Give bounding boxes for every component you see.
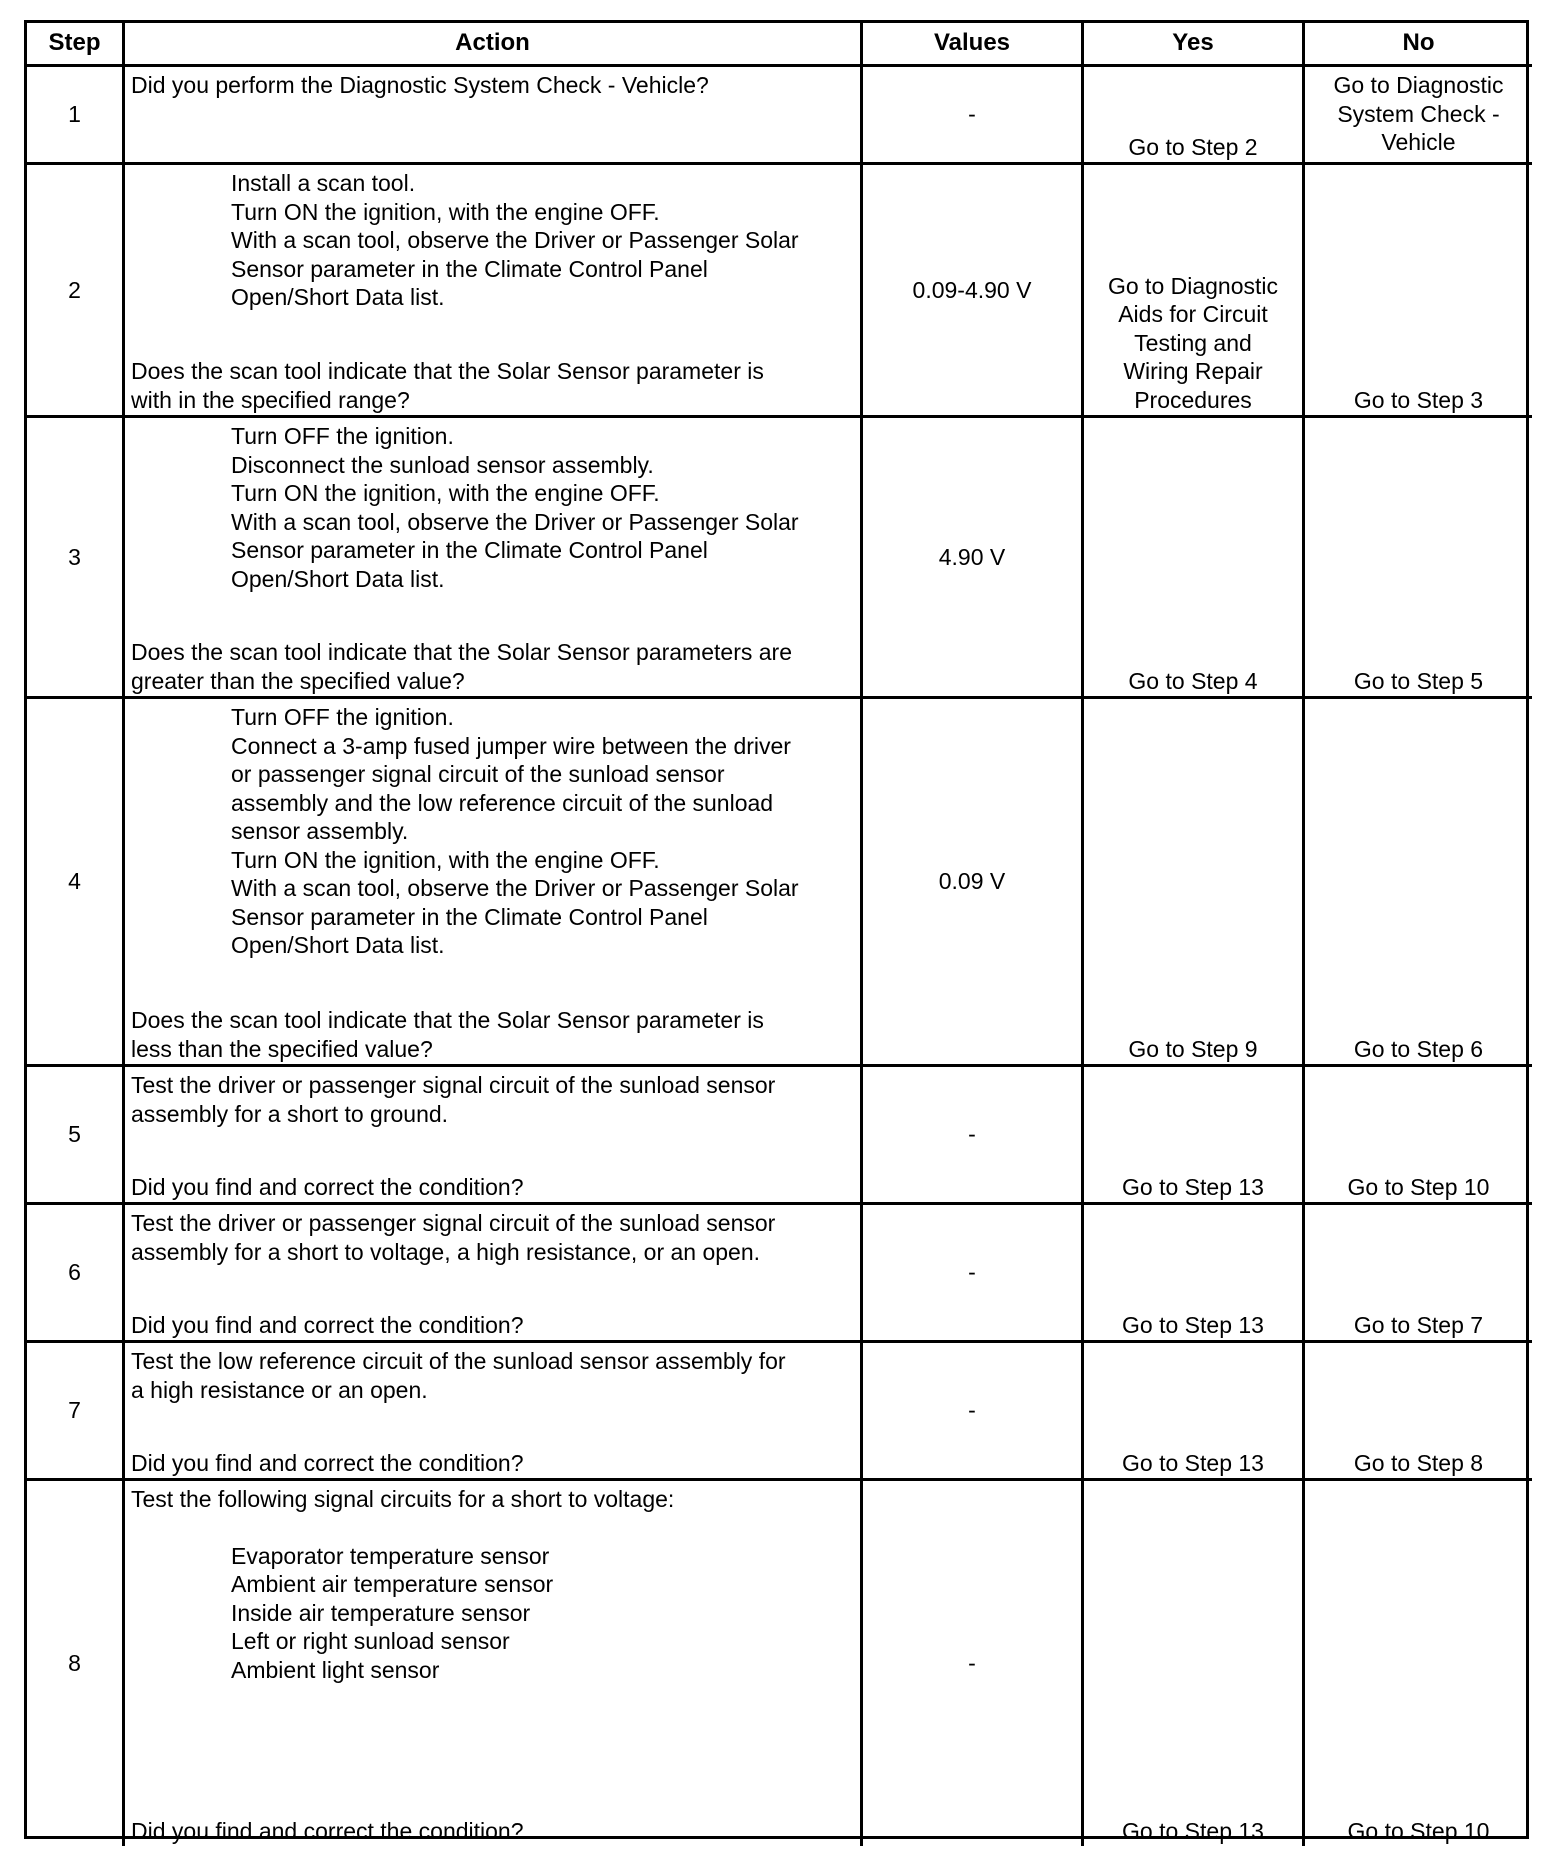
step-number: 6 — [27, 1205, 125, 1343]
instruction-line: assembly and the low reference circuit of the sunload — [231, 789, 774, 816]
yes-text: Go to Step 4 — [1128, 667, 1258, 694]
value-cell: - — [863, 1343, 1084, 1481]
instruction-line: With a scan tool, observe the Driver or Passenger Solar — [231, 227, 799, 253]
no-text: Go to Step 8 — [1353, 1449, 1484, 1476]
instruction-line: Sensor parameter in the Climate Control Panel — [231, 903, 708, 930]
action-line: Test the low reference circuit of the sunload sensor assembly for — [131, 1348, 786, 1374]
step-number: 5 — [27, 1067, 125, 1205]
circuit-list — [131, 1542, 854, 1685]
yes-text: Go to Step 13 — [1122, 1311, 1264, 1338]
instruction-line: With a scan tool, observe the Driver or Passenger Solar — [231, 875, 799, 901]
no-text: Go to Step 10 — [1347, 1173, 1490, 1200]
no-text: Go to Step 7 — [1353, 1311, 1484, 1338]
yes-cell — [1084, 1343, 1305, 1481]
no-text: Go to Step 6 — [1353, 1035, 1484, 1062]
question-text — [131, 638, 856, 695]
instruction-line: Connect a 3-amp fused jumper wire between the driver — [231, 732, 791, 759]
question-text — [131, 357, 856, 414]
circuit-item: Left or right sunload sensor — [231, 1628, 510, 1654]
step-number: 8 — [27, 1481, 125, 1846]
no-text: Go to Step 5 — [1353, 667, 1484, 694]
no-text: Go to Step 3 — [1353, 386, 1484, 413]
no-line: Vehicle — [1381, 129, 1456, 155]
question-line: with in the specified range? — [131, 386, 410, 413]
action-line: assembly for a short to ground. — [131, 1100, 449, 1127]
yes-text: Go to Step 13 — [1122, 1449, 1264, 1476]
no-cell — [1305, 1205, 1532, 1343]
yes-cell — [1084, 699, 1305, 1067]
value-cell: - — [863, 67, 1084, 165]
yes-text: Go to Step 13 — [1122, 1173, 1264, 1200]
step-number: 1 — [27, 67, 125, 165]
header-action: Action — [125, 23, 863, 67]
circuit-item: Inside air temperature sensor — [231, 1599, 531, 1626]
action-cell — [125, 67, 863, 165]
circuit-item: Ambient light sensor — [231, 1656, 440, 1683]
step-number: 2 — [27, 165, 125, 418]
yes-text: Go to Step 2 — [1128, 133, 1258, 160]
yes-text — [1084, 272, 1302, 415]
yes-line: Testing and — [1134, 329, 1252, 356]
no-text: Go to Step 10 — [1347, 1817, 1490, 1844]
yes-cell — [1084, 1067, 1305, 1205]
instruction-list — [131, 703, 854, 960]
action-line: Test the following signal circuits for a short to voltage: — [131, 1486, 675, 1512]
yes-line: Go to Diagnostic — [1107, 272, 1279, 299]
value-cell: 4.90 V — [863, 418, 1084, 699]
action-line: Test the driver or passenger signal circuit of the sunload sensor — [131, 1210, 776, 1236]
yes-text: Go to Step 9 — [1128, 1035, 1258, 1062]
instruction-line: Turn OFF the ignition. — [231, 704, 454, 730]
action-cell — [125, 418, 863, 699]
instruction-line: Open/Short Data list. — [231, 932, 445, 958]
question-text — [131, 1006, 856, 1063]
instruction-line: Install a scan tool. — [231, 170, 416, 196]
yes-cell — [1084, 67, 1305, 165]
instruction-list — [131, 169, 854, 312]
no-line: System Check - — [1337, 100, 1500, 127]
header-step: Step — [27, 23, 125, 67]
no-cell — [1305, 1481, 1532, 1846]
value-cell: 0.09 V — [863, 699, 1084, 1067]
question-line: greater than the specified value? — [131, 667, 465, 694]
circuit-item: Evaporator temperature sensor — [231, 1542, 550, 1569]
instruction-line: Sensor parameter in the Climate Control Panel — [231, 537, 708, 563]
instruction-line: sensor assembly. — [231, 818, 409, 844]
instruction-line: or passenger signal circuit of the sunload sensor — [231, 761, 725, 787]
header-yes: Yes — [1084, 23, 1305, 67]
action-cell — [125, 1067, 863, 1205]
step-number: 3 — [27, 418, 125, 699]
no-text — [1305, 71, 1532, 157]
action-cell — [125, 699, 863, 1067]
question-line: less than the specified value? — [131, 1035, 433, 1062]
action-cell — [125, 1205, 863, 1343]
step-number: 4 — [27, 699, 125, 1067]
no-cell — [1305, 699, 1532, 1067]
instruction-line: Open/Short Data list. — [231, 284, 445, 310]
no-cell — [1305, 1067, 1532, 1205]
yes-cell — [1084, 1481, 1305, 1846]
question-line: Does the scan tool indicate that the Solar Sensor parameter is — [131, 358, 764, 384]
diagnostic-table — [24, 20, 1529, 1844]
instruction-line: Open/Short Data list. — [231, 565, 445, 592]
action-cell — [125, 165, 863, 418]
instruction-line: Turn ON the ignition, with the engine OFF. — [231, 846, 660, 873]
no-cell — [1305, 67, 1532, 165]
action-line: assembly for a short to voltage, a high resistance, or an open. — [131, 1238, 761, 1265]
question-text: Did you find and correct the condition? — [131, 1311, 524, 1338]
action-line: a high resistance or an open. — [131, 1376, 428, 1403]
value-cell: - — [863, 1067, 1084, 1205]
instruction-line: Turn ON the ignition, with the engine OFF. — [231, 198, 660, 225]
instruction-line: Sensor parameter in the Climate Control Panel — [231, 255, 708, 282]
action-cell — [125, 1343, 863, 1481]
action-line: Test the driver or passenger signal circuit of the sunload sensor — [131, 1072, 776, 1098]
instruction-line: Turn OFF the ignition. — [231, 423, 454, 449]
instruction-line: With a scan tool, observe the Driver or Passenger Solar — [231, 508, 799, 535]
action-text: Did you perform the Diagnostic System Check - Vehicle? — [131, 72, 709, 98]
header-values: Values — [863, 23, 1084, 67]
question-line: Does the scan tool indicate that the Solar Sensor parameters are — [131, 639, 792, 665]
no-cell — [1305, 1343, 1532, 1481]
header-no: No — [1305, 23, 1532, 67]
yes-line: Aids for Circuit — [1118, 301, 1268, 327]
question-line: Does the scan tool indicate that the Solar Sensor parameter is — [131, 1007, 764, 1033]
yes-cell — [1084, 165, 1305, 418]
yes-cell — [1084, 418, 1305, 699]
no-line: Go to Diagnostic — [1333, 72, 1504, 98]
instruction-line: Turn ON the ignition, with the engine OFF. — [231, 480, 660, 506]
instruction-line: Disconnect the sunload sensor assembly. — [231, 451, 654, 478]
yes-cell — [1084, 1205, 1305, 1343]
action-cell — [125, 1481, 863, 1846]
question-text: Did you find and correct the condition? — [131, 1817, 524, 1844]
yes-line: Procedures — [1134, 386, 1252, 413]
no-cell — [1305, 418, 1532, 699]
step-number: 7 — [27, 1343, 125, 1481]
value-cell: - — [863, 1205, 1084, 1343]
yes-line: Wiring Repair — [1123, 358, 1263, 384]
no-cell — [1305, 165, 1532, 418]
question-text: Did you find and correct the condition? — [131, 1449, 524, 1476]
value-cell: - — [863, 1481, 1084, 1846]
question-text: Did you find and correct the condition? — [131, 1173, 524, 1200]
instruction-list — [131, 422, 854, 593]
yes-text: Go to Step 13 — [1122, 1817, 1264, 1844]
value-cell: 0.09-4.90 V — [863, 165, 1084, 418]
circuit-item: Ambient air temperature sensor — [231, 1571, 554, 1597]
